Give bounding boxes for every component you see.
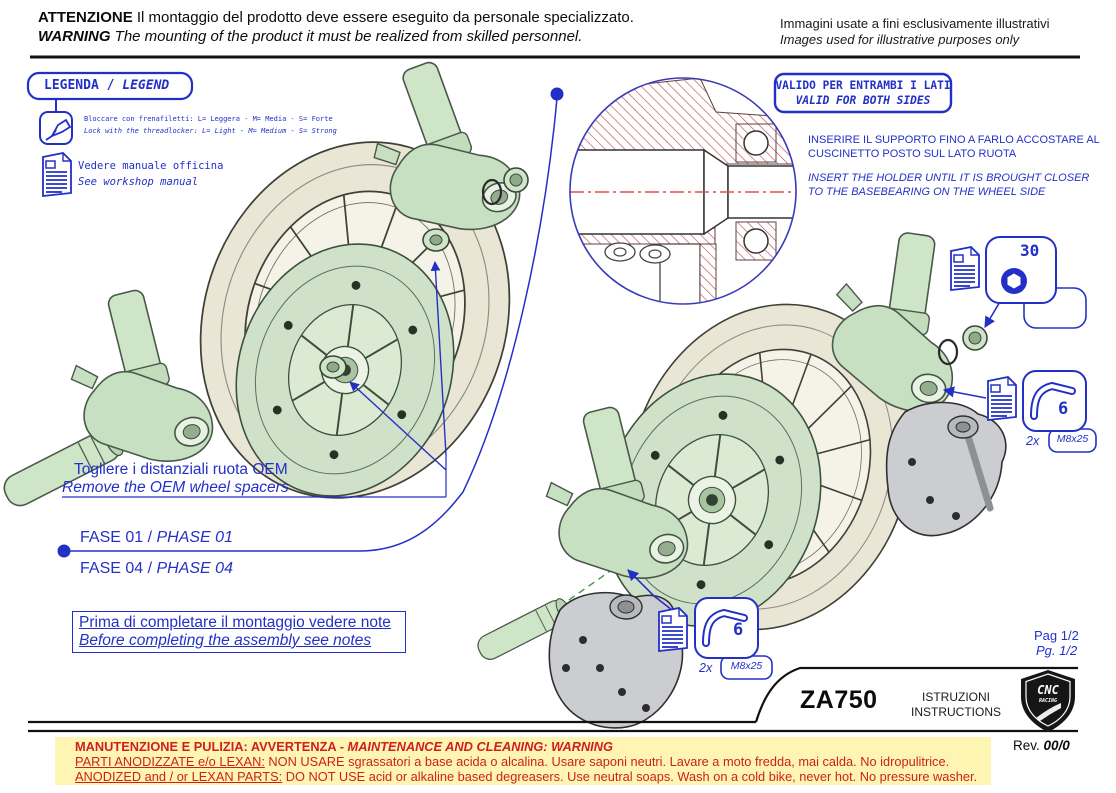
allen-size-label: 6 (733, 620, 744, 640)
legend-title (44, 78, 169, 93)
maintenance-line3 (75, 769, 977, 784)
phase-01-en: PHASE 01 (156, 529, 233, 546)
page-number-it: Pag 1/2 (1034, 628, 1079, 643)
maintenance-line2-label: PARTI ANODIZZATE e/o LEXAN: (75, 754, 265, 769)
rev-label: Rev. (1013, 738, 1044, 753)
maintenance-line3-label: ANODIZED and / or LEXAN PARTS: (75, 769, 283, 784)
rev-value: 00/0 (1043, 738, 1070, 753)
cnc-racing-logo (1021, 670, 1075, 732)
assembly-note-box (72, 611, 406, 653)
assembly-note-en: Before completing the assembly see notes (79, 632, 372, 649)
threadlocker-icon (40, 112, 72, 144)
allen-qty-label: 2x (1026, 434, 1040, 448)
bolt-spec-label: M8x25 (1056, 433, 1089, 445)
insert-note-en-2: TO THE BASEBEARING ON THE WHEEL SIDE (808, 186, 1046, 198)
both-sides-it: VALIDO PER ENTRAMBI I LATI (775, 79, 951, 92)
caliper-guard-right (887, 402, 1006, 535)
manual-note-it: Vedere manuale officina (78, 160, 224, 172)
logo-text-bottom: RACING (1038, 698, 1058, 704)
maintenance-warning-strip (55, 737, 991, 785)
socket-30-callout (951, 237, 1086, 328)
both-sides-en: VALID FOR BOTH SIDES (795, 94, 931, 107)
logo-text-top: CNC (1037, 683, 1059, 697)
insert-note-it-1: INSERIRE IL SUPPORTO FINO A FARLO ACCOSTARE AL (808, 134, 1100, 146)
allen-size-label: 6 (1058, 399, 1069, 419)
maintenance-line1-en: MAINTENANCE AND CLEANING: WARNING (347, 739, 613, 754)
phase-04-en: PHASE 04 (156, 560, 233, 577)
remove-spacers-it: Togliere i distanziali ruota OEM (74, 461, 288, 478)
manual-reference-icon (988, 377, 1016, 420)
assembly-note-it: Prima di completare il montaggio vedere note (79, 614, 391, 631)
allen-qty-label: 2x (699, 661, 713, 675)
hex-socket-icon (1001, 268, 1027, 294)
maintenance-line1-it: MANUTENZIONE E PULIZIA: AVVERTENZA - (75, 739, 348, 754)
manual-reference-icon (659, 608, 687, 651)
bearing-detail-circle (566, 76, 800, 308)
legend-title-en: LEGEND (122, 78, 170, 93)
threadlocker-note-it: Bloccare con frenafiletti: L= Leggera - M= Media - S= Forte (84, 115, 333, 123)
product-code: ZA750 (800, 686, 878, 714)
legend-title-it: LEGENDA / (44, 78, 123, 93)
insert-note-en-1: INSERT THE HOLDER UNTIL IT IS BROUGHT CLOSER (808, 172, 1090, 184)
socket-size-label: 30 (1020, 241, 1040, 260)
phase-04-label (80, 560, 233, 578)
instructions-label (906, 690, 1006, 719)
warning-label: WARNING (38, 28, 111, 45)
threadlocker-note-en: Lock with the threadlocker: L= Light - M= Medium - S= Strong (84, 127, 337, 135)
attention-text: Il montaggio del prodotto deve essere eseguito da personale specializzato. (132, 9, 634, 26)
maintenance-line2 (75, 754, 949, 769)
bolt-spec-label: M8x25 (730, 660, 763, 672)
maintenance-line1 (75, 739, 613, 754)
manual-note-en: See workshop manual (78, 176, 199, 188)
insert-note-it-2: CUSCINETTO POSTO SUL LATO RUOTA (808, 148, 1017, 160)
instructions-en: INSTRUCTIONS (911, 704, 1001, 719)
page-number-en: Pg. 1/2 (1036, 643, 1078, 658)
phase-01-label (80, 529, 233, 547)
maintenance-line2-text: NON USARE sgrassatori a base acida o alcalina. Usare saponi neutri. Lavare a moto fredda, mai calda. No idropulitrice. (264, 754, 950, 769)
revision (1013, 738, 1070, 753)
phase-01-it: FASE 01 / (80, 529, 157, 546)
attention-label: ATTENZIONE (38, 9, 133, 26)
remove-spacers-en: Remove the OEM wheel spacers (62, 479, 289, 496)
illustrative-note-en: Images used for illustrative purposes only (780, 32, 1020, 47)
warning-line (38, 28, 582, 45)
warning-text: The mounting of the product it must be realized from skilled personnel. (110, 28, 583, 45)
illustrative-note-it: Immagini usate a fini esclusivamente illustrativi (780, 16, 1050, 31)
workshop-manual-icon (43, 153, 71, 196)
phase-04-it: FASE 04 / (80, 560, 157, 577)
attention-line (38, 9, 634, 26)
manual-reference-icon (951, 247, 979, 290)
maintenance-line3-text: DO NOT USE acid or alkaline based degreasers. Use neutral soaps. Wash on a cold bike, never hot. No pressure washer. (282, 769, 978, 784)
instructions-it: ISTRUZIONI (922, 690, 990, 704)
